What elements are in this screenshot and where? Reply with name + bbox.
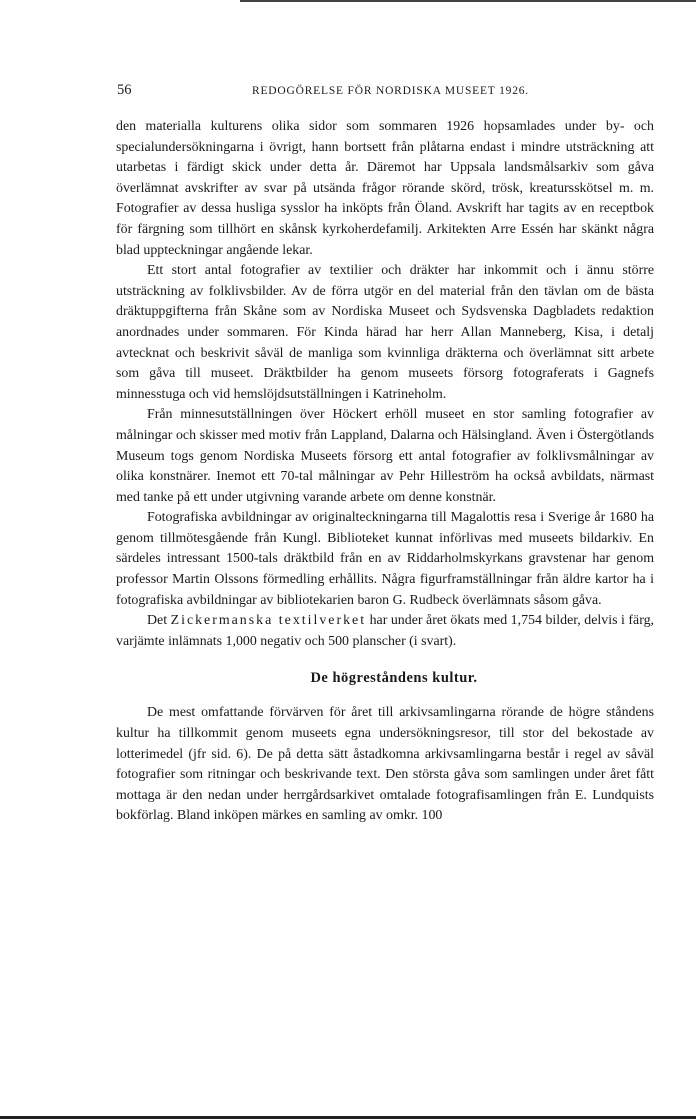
paragraph-2: Ett stort antal fotografier av textilier och dräkter har inkommit och i ännu större utsträckning av folklivsbilder. Av de förra utgör en del material från den tävlan om de bästa dräktuppgifterna från Skåne som av Nordiska Museet och Sydsvenska Dagbladets redaktion anordnades under sommaren. För Kinda härad har herr Allan Manneberg, Kisa, i detalj avtecknat och beskrivit såväl de manliga som kvinnliga dräkterna och överlämnat sitt arbete som gåva till museet. Dräktbilder ha genom museets försorg fotograferats i Gagnefs minnesstuga och vid hemslöjdsutställningen i Katrineholm. <box>116 263 654 402</box>
paragraph-4: Fotografiska avbildningar av originalteckningarna till Magalottis resa i Sverige år 1680 ha genom tillmötesgående från Kungl. Biblioteket kunnat införlivas med museets bildarkiv. En särdeles intressant 1500-tals dräktbild från en av Riddarholmskyrkans gravstenar har genom professor Martin Olssons förmedling erhållits. Några figurframställningar från äldre kartor ha i fotografiska avbildningar av bibliotekarien baron G. Rudbeck överlämnats såsom gåva. <box>116 510 654 608</box>
paragraph-6: De mest omfattande förvärven för året till arkivsamlingarna rörande de högre ståndens kultur ha tillkommit genom museets egna undersökningsresor, till stor del bekostade av lotterimedel (jfr sid. 6). De på detta sätt åstadkomna arkivsamlingarna består i regel av såväl fotografier som ritningar och beskrivande text. Den största gåva som samlingen under året fått mottaga är den nedan under herrgårdsarkivet omtalade fotografisamlingen från E. Lundquists bokförlag. Bland inköpen märkes en samling av omkr. 100 <box>116 705 654 824</box>
page-body <box>116 117 654 827</box>
paragraph-5-rest: har under året ökats med 1,754 bilder, delvis i färg, varjämte inlämnats 1,000 negativ och 500 planscher (i svart). <box>116 613 654 649</box>
paragraph-5-lead: Det <box>147 613 171 629</box>
bottom-page-edge-rule <box>0 1116 696 1119</box>
paragraph-1: den materialla kulturens olika sidor som sommaren 1926 hopsamlades under by- och specialundersökningarna i övrigt, hann bortsett från plåtarna endast i mindre utsträckning att utarbetas i färdigt skick under detta år. Däremot har Uppsala landsmålsarkiv som gåva överlämnat avskrifter av svar på utsända frågor rörande skörd, trösk, kreatursskötsel m. m. Fotografier av dessa husliga sysslor ha inköpts från Öland. Avskrift har tagits av en receptbok för färgning som tillhört en skånsk kyrkoherdefamilj. Arkitekten Arre Essén har skänkt några blad uppteckningar angående lekar. <box>116 119 654 258</box>
top-page-edge-rule <box>240 0 696 2</box>
paragraph-5 <box>116 611 654 652</box>
running-title: REDOGÖRELSE FÖR NORDISKA MUSEET 1926. <box>252 85 529 97</box>
section-heading: De högreståndens kultur. <box>310 670 478 687</box>
paragraph-3: Från minnesutställningen över Höckert erhöll museet en stor samling fotografier av målningar och skisser med motiv från Lappland, Dalarna och Hälsingland. Även i Östergötlands Museum togs genom Nordiska Museets försorg ett antal fotografier av folklivsmålningar av olika konstnärer. Inemot ett 70-tal målningar av Pehr Hilleström ha också avbildats, närmast med tanke på ett under utgivning varande arbete om denne konstnär. <box>116 407 654 505</box>
page-number: 56 <box>117 82 132 98</box>
paragraph-5-spaced-title: Zickermanska textilverket <box>170 613 367 629</box>
